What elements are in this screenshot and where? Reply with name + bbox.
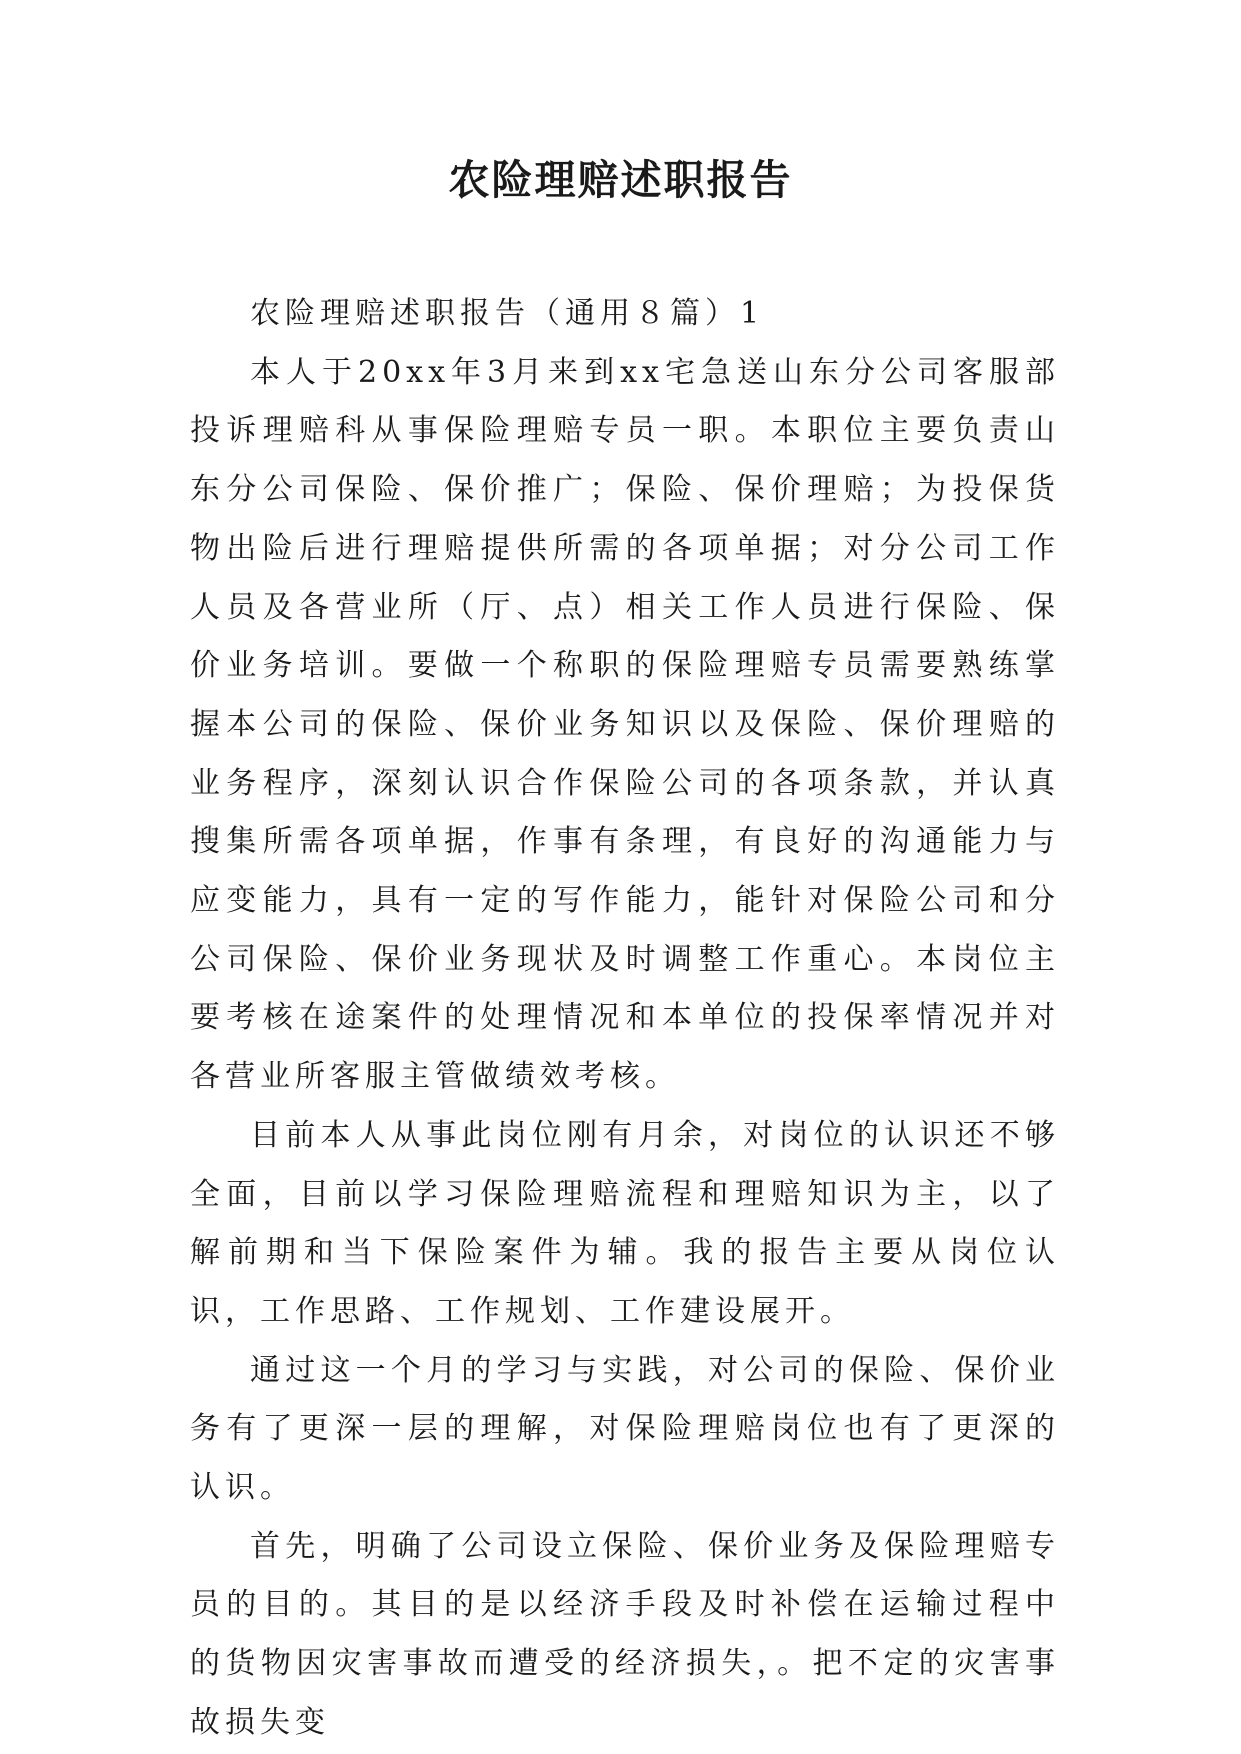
document-body xyxy=(190,285,1060,1753)
paragraph-understanding: 通过这一个月的学习与实践，对公司的保险、保价业务有了更深一层的理解，对保险理赔岗位也有了更深的认识。 xyxy=(190,1352,1060,1506)
paragraph-job-description: 本人于20xx年3月来到xx宅急送山东分公司客服部投诉理赔科从事保险理赔专员一职。本职位主要负责山东分公司保险、保价推广；保险、保价理赔；为投保货物出险后进行理赔提供所需的各项单据；对分公司工作人员及各营业所（厅、点）相关工作人员进行保险、保价业务培训。要做一个称职的保险理赔专员需要熟练掌握本公司的保险、保价业务知识以及保险、保价理赔的业务程序，深刻认识合作保险公司的各项条款，并认真搜集所需各项单据，作事有条理，有良好的沟通能力与应变能力，具有一定的写作能力，能针对保险公司和分公司保险、保价业务现状及时调整工作重心。本岗位主要考核在途案件的处理情况和本单位的投保率情况并对各营业所客服主管做绩效考核。 xyxy=(190,354,1060,1095)
paragraph-subtitle: 农险理赔述职报告（通用８篇）1 xyxy=(250,296,765,331)
document-title: 农险理赔述职报告 xyxy=(448,156,793,204)
paragraph-current-status: 目前本人从事此岗位刚有月余，对岗位的认识还不够全面，目前以学习保险理赔流程和理赔知识为主，以了解前期和当下保险案件为辅。我的报告主要从岗位认识，工作思路、工作规划、工作建设展开。 xyxy=(190,1117,1060,1329)
paragraph-purpose: 首先，明确了公司设立保险、保价业务及保险理赔专员的目的。其目的是以经济手段及时补偿在运输过程中的货物因灾害事故而遭受的经济损失，。把不定的灾害事故损失变 xyxy=(190,1528,1060,1740)
